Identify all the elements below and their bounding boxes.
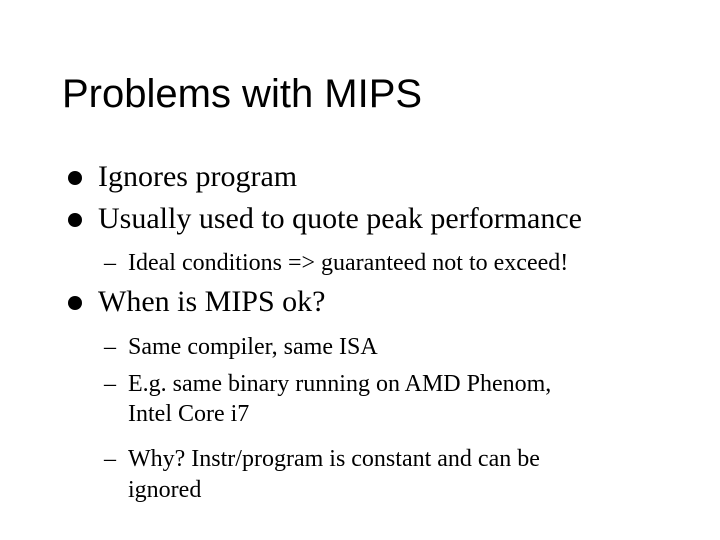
slide-title: Problems with MIPS (62, 72, 423, 116)
bullet-2-text: Usually used to quote peak performance (98, 202, 582, 235)
sub-item-continuation: ignored (128, 477, 202, 503)
sub-item-text: Ideal conditions => guaranteed not to exceed! (128, 250, 569, 276)
bullet-3-text: When is MIPS ok? (98, 285, 326, 318)
sub-item-text: Same compiler, same ISA (128, 334, 378, 360)
dash-marker: – (104, 250, 116, 276)
bullet-icon (68, 296, 82, 310)
bullet-1-text: Ignores program (98, 160, 298, 193)
bullet-icon (68, 171, 82, 185)
bullet-icon (68, 213, 82, 227)
dash-marker: – (104, 334, 116, 360)
dash-marker: – (104, 371, 116, 397)
sub-item-continuation: Intel Core i7 (128, 401, 250, 427)
dash-marker: – (104, 446, 116, 472)
sub-item-text: E.g. same binary running on AMD Phenom, (128, 371, 552, 397)
sub-item-text: Why? Instr/program is constant and can be (128, 446, 540, 472)
